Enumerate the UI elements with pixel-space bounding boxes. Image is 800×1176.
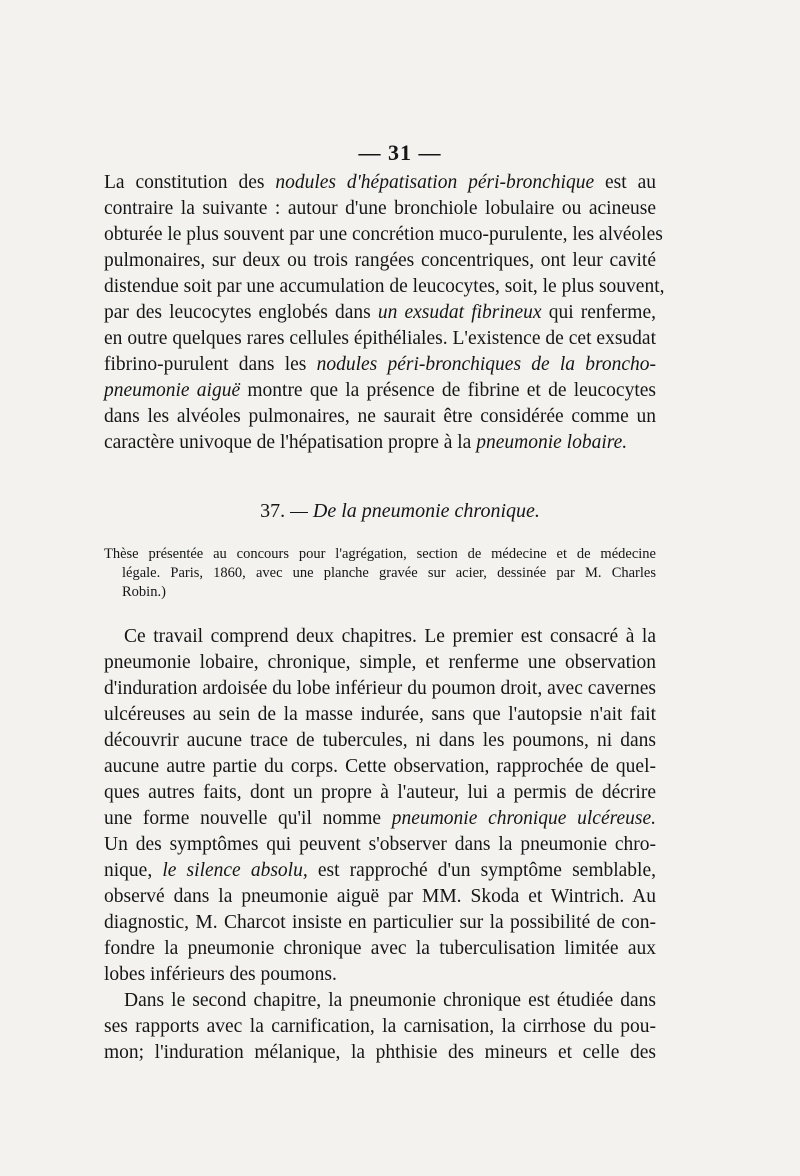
section-number: 37.: [260, 500, 286, 522]
text-line: d'induration ardoisée du lobe inférieur du poumon droit, avec cavernes: [104, 678, 656, 699]
paragraph-2: [104, 624, 656, 1066]
text-line: Dans le second chapitre, la pneumonie chronique est étudiée dans: [124, 990, 656, 1011]
text-line: lobes inférieurs des poumons.: [104, 964, 337, 985]
text-line: Ce travail comprend deux chapitres. Le premier est consacré à la: [124, 626, 656, 647]
text-line: fondre la pneumonie chronique avec la tuberculisation limitée aux: [104, 938, 656, 959]
text-line: pulmonaires, sur deux ou trois rangées concentriques, ont leur cavité: [104, 250, 656, 271]
paragraph-1: [104, 170, 665, 456]
text-line: ses rapports avec la carnification, la carnisation, la cirrhose du pou-: [104, 1016, 656, 1037]
italic-text: pneumonie lobaire.: [476, 432, 628, 453]
text-line: contraire la suivante : autour d'une bronchiole lobulaire ou acineuse: [104, 198, 656, 219]
section-title: — De la pneumonie chronique.: [290, 500, 540, 522]
italic-text: nodules péri-bronchiques de la broncho-: [316, 354, 656, 375]
text-line: La constitution des nodules d'hépatisation péri-bronchique est au: [104, 172, 656, 193]
text-line: dans les alvéoles pulmonaires, ne saurait être considérée comme un: [104, 406, 656, 427]
text-line: par des leucocytes englobés dans un exsudat fibrineux qui renferme,: [104, 302, 656, 323]
italic-text: pneumonie aiguë: [104, 380, 241, 401]
italic-text: le silence absolu,: [162, 860, 308, 881]
italic-text: pneumonie chronique ulcéreuse.: [391, 808, 656, 829]
text-line: nique, le silence absolu, est rapproché d'un symptôme semblable,: [104, 860, 657, 881]
text-line: distendue soit par une accumulation de leucocytes, soit, le plus souvent,: [104, 276, 665, 297]
text-line: obturée le plus souvent par une concrétion muco-purulente, les alvéoles: [104, 224, 663, 245]
italic-text: un exsudat fibrineux: [377, 302, 542, 323]
text-line: pneumonie lobaire, chronique, simple, et renferme une observation: [104, 652, 656, 673]
italic-text: nodules d'hépatisation péri-bronchique: [275, 172, 595, 193]
section-heading: [0, 500, 800, 523]
text-line: pneumonie aiguë montre que la présence de fibrine et de leucocytes: [104, 380, 656, 401]
text-line: observé dans la pneumonie aiguë par MM. Skoda et Wintrich. Au: [104, 886, 656, 907]
text-line: fibrino-purulent dans les nodules péri-bronchiques de la broncho-: [104, 354, 656, 375]
text-line: ulcéreuses au sein de la masse indurée, sans que l'autopsie n'ait fait: [104, 704, 656, 725]
bibliographic-note: [104, 545, 656, 602]
text-line: ques autres faits, dont un propre à l'auteur, lui a permis de décrire: [104, 782, 656, 803]
text-line: caractère univoque de l'hépatisation propre à la pneumonie lobaire.: [104, 432, 628, 453]
note-line: Robin.): [122, 584, 166, 600]
text-line: une forme nouvelle qu'il nomme pneumonie chronique ulcéreuse.: [104, 808, 656, 829]
text-line: aucune autre partie du corps. Cette observation, rapprochée de quel-: [104, 756, 656, 777]
text-line: diagnostic, M. Charcot insiste en particulier sur la possibilité de con-: [104, 912, 656, 933]
page-number: — 31 —: [358, 140, 442, 165]
text-line: découvrir aucune trace de tubercules, ni dans les poumons, ni dans: [104, 730, 656, 751]
note-line: Thèse présentée au concours pour l'agrégation, section de médecine et de médecine: [104, 546, 656, 562]
text-line: en outre quelques rares cellules épithéliales. L'existence de cet exsudat: [104, 328, 656, 349]
text-line: Un des symptômes qui peuvent s'observer dans la pneumonie chro-: [104, 834, 656, 855]
note-line: légale. Paris, 1860, avec une planche gravée sur acier, dessinée par M. Charles: [122, 565, 656, 581]
text-line: mon; l'induration mélanique, la phthisie des mineurs et celle des: [104, 1042, 656, 1063]
